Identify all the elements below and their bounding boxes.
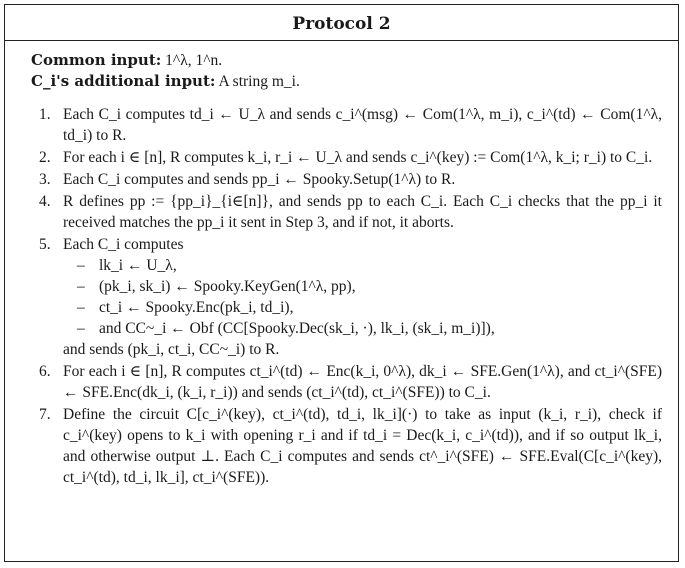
step-text: Define the circuit C[c_i^(key), ct_i^(td), td_i, lk_i](·) to take as input (k_i, r_i), check if c_i^(key) opens to k_i with opening r_i and if td_i = Dec(k_i, c_i^(td)), and if so output lk_i, and otherwise output ⊥. Each C_i computes and sends ct^_i^(SFE) ← SFE.Eval(C[c_i^(key), ct_i^(td), td_i, lk_i], ct_i^(SFE)).: [63, 406, 662, 486]
step-text: For each i ∈ [n], R computes ct_i^(td) ← Enc(k_i, 0^λ), dk_i ← SFE.Gen(1^λ), and ct_i^(SFE) ← SFE.Enc(dk_i, (k_i, r_i)) and sends (ct_i^(td), ct_i^(SFE)) to C_i.: [63, 363, 662, 401]
step-number: 4.: [39, 193, 51, 210]
step-number: 5.: [39, 236, 51, 253]
step-2: [31, 147, 662, 168]
step-text: Each C_i computes: [63, 236, 184, 253]
step-3: [31, 169, 662, 190]
additional-input-line: [31, 71, 662, 92]
step-5-sublist: [63, 255, 662, 339]
step-number: 7.: [39, 406, 51, 423]
additional-input-label: C_i's additional input:: [31, 72, 216, 90]
sub-item-text: lk_i ← U_λ,: [99, 257, 177, 274]
common-input-line: [31, 50, 662, 71]
protocol-title: Protocol 2: [292, 14, 391, 34]
step-7: [31, 404, 662, 488]
sub-item: [77, 276, 662, 297]
common-input-label: Common input:: [31, 51, 162, 69]
step-number: 3.: [39, 171, 51, 188]
title-divider: [5, 40, 678, 41]
sub-item-text: and CC~_i ← Obf (CC[Spooky.Dec(sk_i, ·), lk_i, (sk_i, m_i)]),: [99, 320, 495, 337]
sub-item: [77, 318, 662, 339]
dash-bullet: –: [77, 320, 85, 337]
step-text: Each C_i computes td_i ← U_λ and sends c_i^(msg) ← Com(1^λ, m_i), c_i^(td) ← Com(1^λ, td_i) to R.: [63, 106, 662, 144]
protocol-box: [4, 4, 679, 562]
inputs-block: [31, 50, 662, 92]
step-4: [31, 191, 662, 233]
sub-item: [77, 255, 662, 276]
common-input-value: 1^λ, 1^n.: [165, 52, 223, 69]
step-number: 6.: [39, 363, 51, 380]
step-text: R defines pp := {pp_i}_{i∈[n]}, and sends pp to each C_i. Each C_i checks that the pp_i it received matches the pp_i it sent in Step 3, and if not, it aborts.: [63, 193, 662, 231]
step-number: 1.: [39, 106, 51, 123]
step-text: Each C_i computes and sends pp_i ← Spooky.Setup(1^λ) to R.: [63, 171, 456, 188]
step-6: [31, 361, 662, 403]
step-5-tail: and sends (pk_i, ct_i, CC~_i) to R.: [63, 341, 280, 358]
dash-bullet: –: [77, 299, 85, 316]
additional-input-value: A string m_i.: [218, 73, 300, 90]
step-1: [31, 104, 662, 146]
sub-item-text: ct_i ← Spooky.Enc(pk_i, td_i),: [99, 299, 294, 316]
dash-bullet: –: [77, 257, 85, 274]
step-5: [31, 234, 662, 360]
dash-bullet: –: [77, 278, 85, 295]
steps-list: [31, 104, 662, 488]
protocol-body: [31, 50, 662, 489]
sub-item: [77, 297, 662, 318]
step-text: For each i ∈ [n], R computes k_i, r_i ← U_λ and sends c_i^(key) := Com(1^λ, k_i; r_i) to C_i.: [63, 149, 653, 166]
sub-item-text: (pk_i, sk_i) ← Spooky.KeyGen(1^λ, pp),: [99, 278, 356, 295]
step-number: 2.: [39, 149, 51, 166]
